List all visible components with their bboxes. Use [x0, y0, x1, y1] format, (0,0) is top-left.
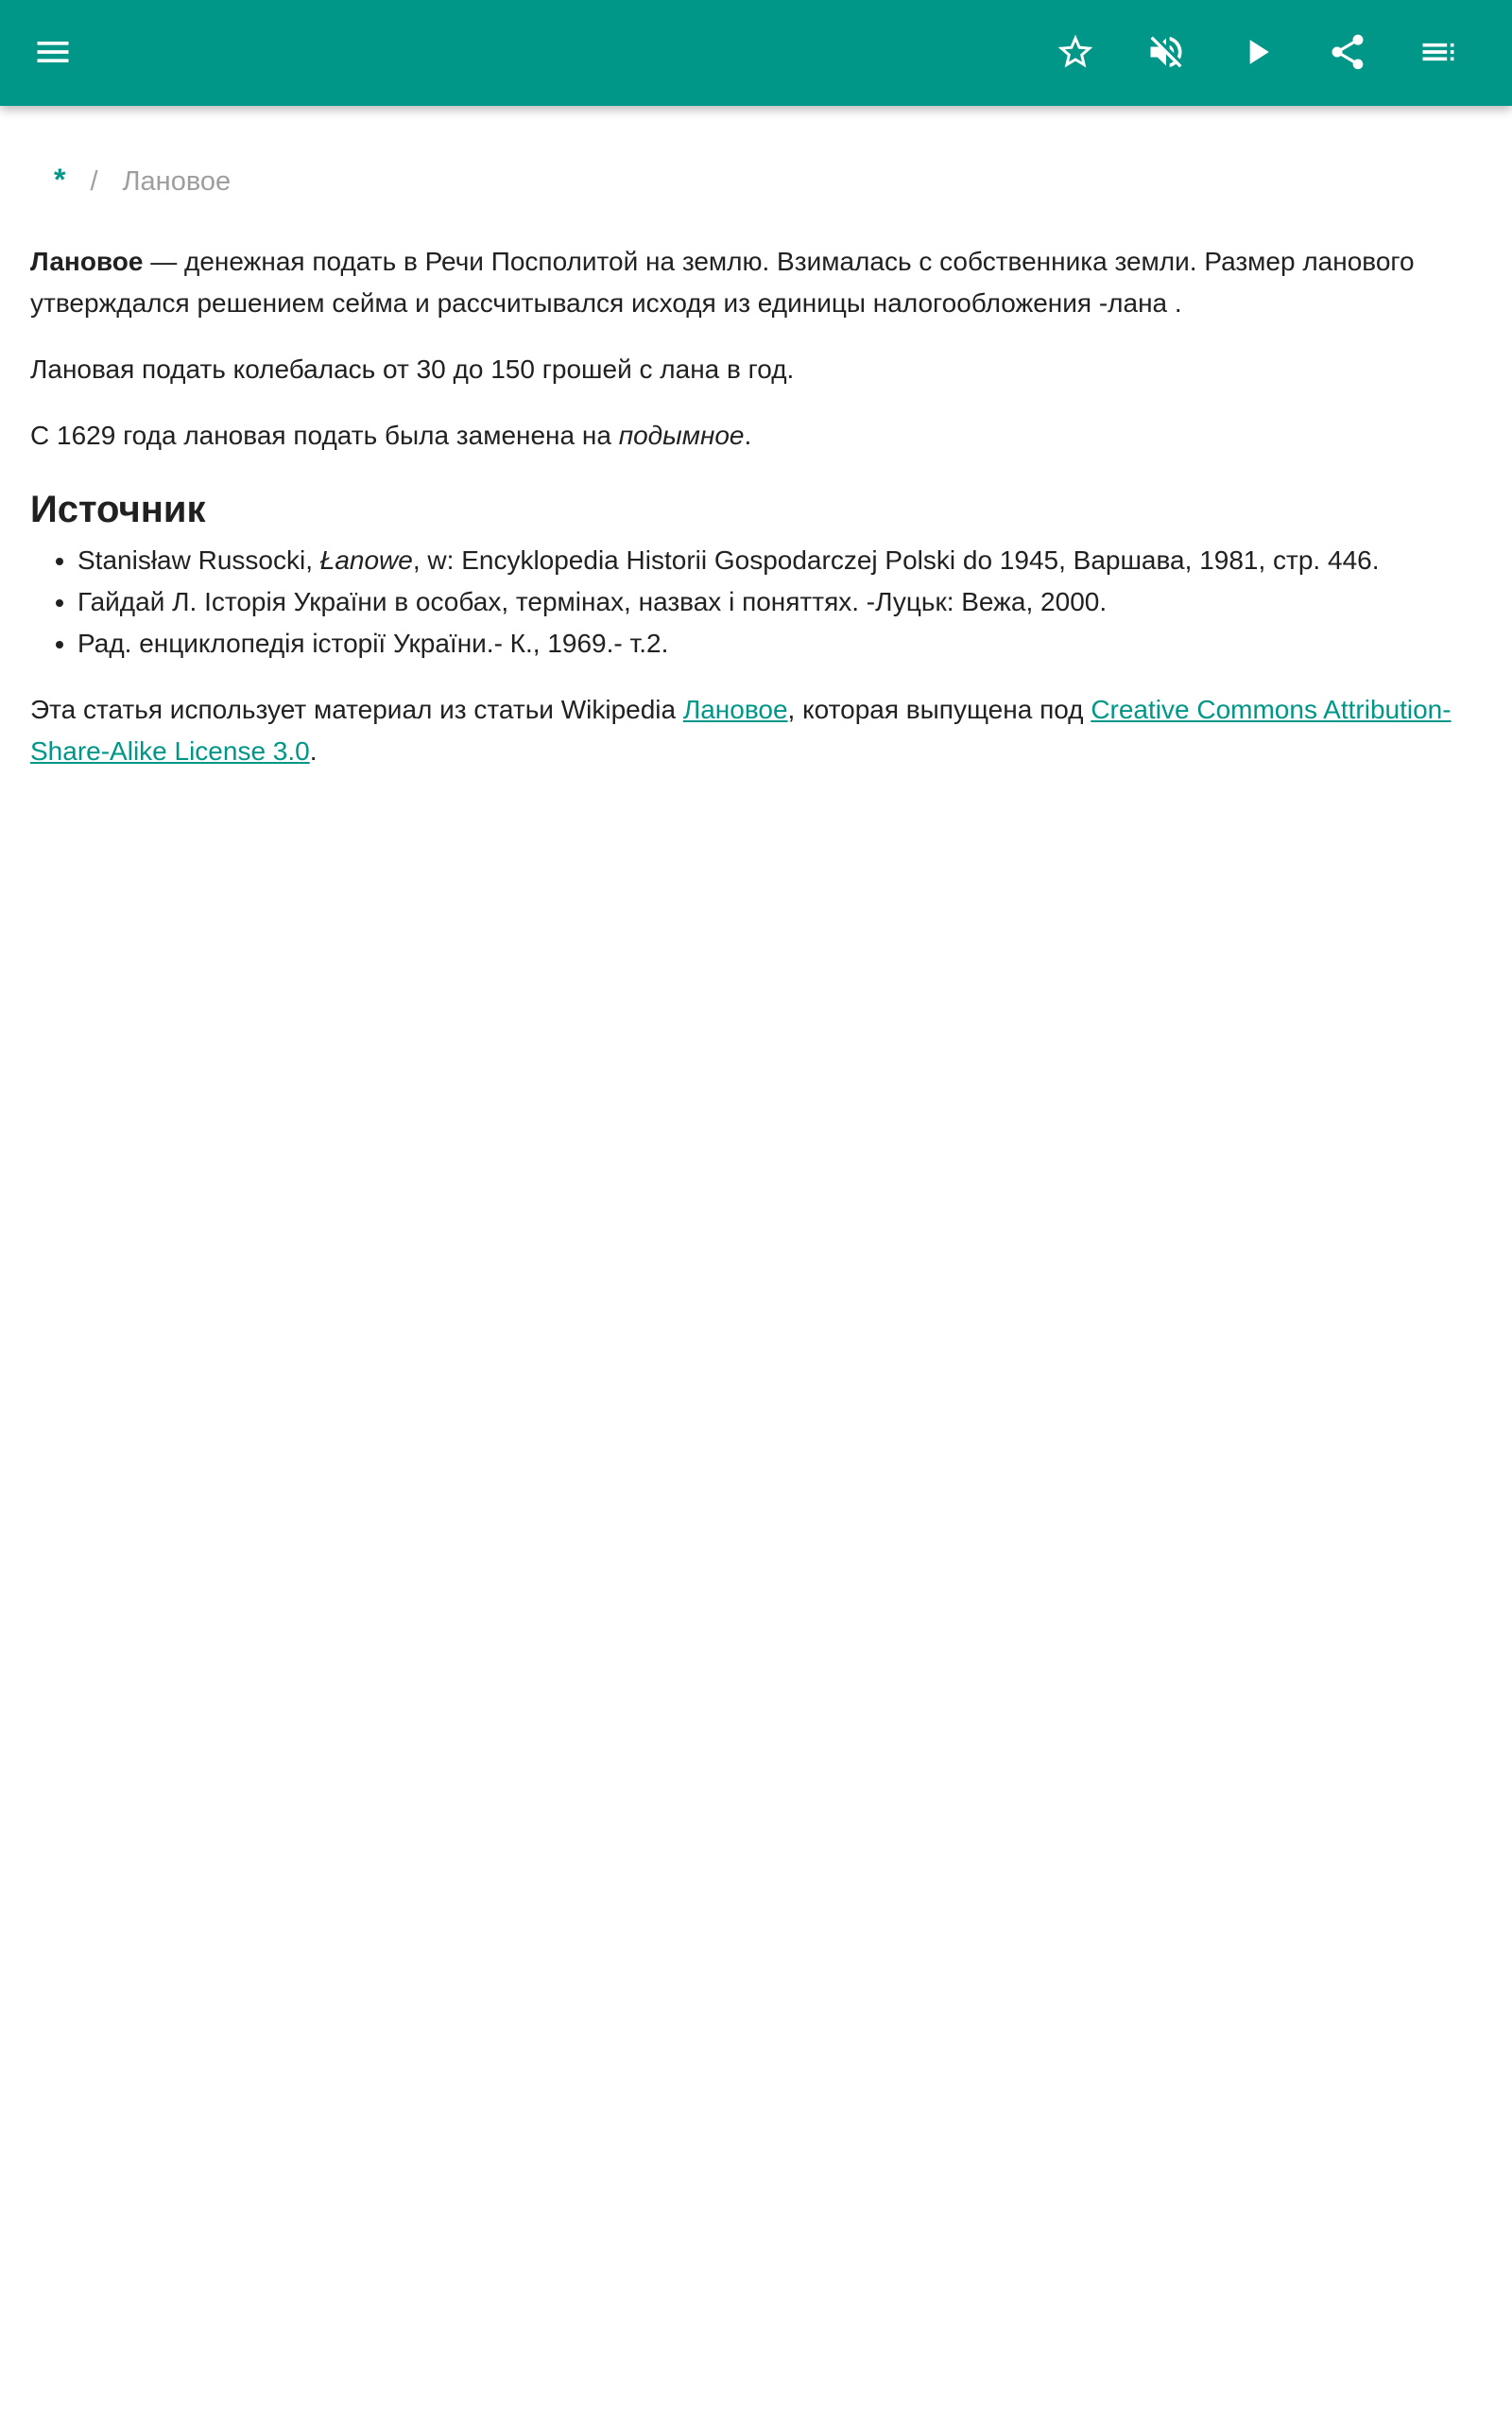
cc-license-link[interactable]: Creative Commons Attribution-Share-Alike License 3.0: [30, 695, 1452, 766]
license-note: [30, 689, 1482, 772]
share-icon: [1327, 31, 1368, 76]
share-button[interactable]: [1327, 32, 1368, 74]
source-1-end: , w: Encyklopedia Historii Gospodarczej Polski do 1945, Варшава, 1981, стр. 446.: [412, 545, 1380, 575]
app-bar-actions: [1055, 32, 1459, 74]
source-item: [77, 540, 1482, 581]
breadcrumb-separator: /: [90, 166, 98, 197]
paragraph-3-end: .: [744, 421, 752, 450]
breadcrumb: [30, 163, 1482, 198]
license-text: Эта статья использует материал из статьи Wikipedia: [30, 695, 683, 724]
volume-off-icon: [1145, 31, 1187, 76]
toc-button[interactable]: [1418, 32, 1459, 74]
source-1-text: Stanisław Russocki,: [77, 545, 320, 575]
app-bar: [0, 0, 1512, 106]
license-text-end: .: [309, 736, 318, 766]
paragraph-3-text: С 1629 года лановая подать была заменена на: [30, 421, 619, 450]
source-item: [77, 581, 1482, 623]
article-wikipedia-link[interactable]: Лановое: [682, 695, 788, 724]
sources-list: [30, 540, 1482, 665]
play-button[interactable]: [1236, 32, 1278, 74]
source-2-text: Гайдай Л. Історія України в особах, термінах, назвах і поняттях. -Луцьк: Вежа, 2000.: [77, 587, 1108, 616]
breadcrumb-current-page: Лановое: [122, 166, 232, 197]
article-page: [0, 163, 1512, 772]
source-3-text: Рад. енциклопедія історії України.- К., 1969.- т.2.: [77, 629, 669, 658]
toc-icon: [1418, 31, 1459, 76]
sources-heading: Источник: [30, 489, 206, 530]
mute-button[interactable]: [1145, 32, 1187, 74]
menu-button[interactable]: [32, 32, 74, 74]
paragraph-2: Лановая подать колебалась от 30 до 150 грошей с лана в год.: [30, 354, 795, 384]
favorite-button[interactable]: [1055, 32, 1096, 74]
star-outline-icon: [1055, 31, 1096, 76]
source-item: [77, 623, 1482, 665]
intro-text: — денежная подать в Речи Посполитой на землю. Взималась с собственника земли. Размер ланового утверждался решением сейма и рассчитывался исходя из единицы налогообложения -лана .: [30, 247, 1415, 318]
article-term: Лановое: [30, 247, 144, 276]
breadcrumb-home-link[interactable]: *: [54, 163, 66, 197]
article-body: [30, 241, 1482, 772]
paragraph-3-italic: подымное: [618, 421, 745, 450]
play-icon: [1236, 31, 1278, 76]
intro-paragraph: [30, 241, 1482, 324]
license-text-middle: , которая выпущена под: [787, 695, 1091, 724]
source-1-italic: Łanowe: [319, 545, 413, 575]
paragraph-3: [30, 415, 1482, 457]
hamburger-menu-icon: [32, 31, 74, 76]
